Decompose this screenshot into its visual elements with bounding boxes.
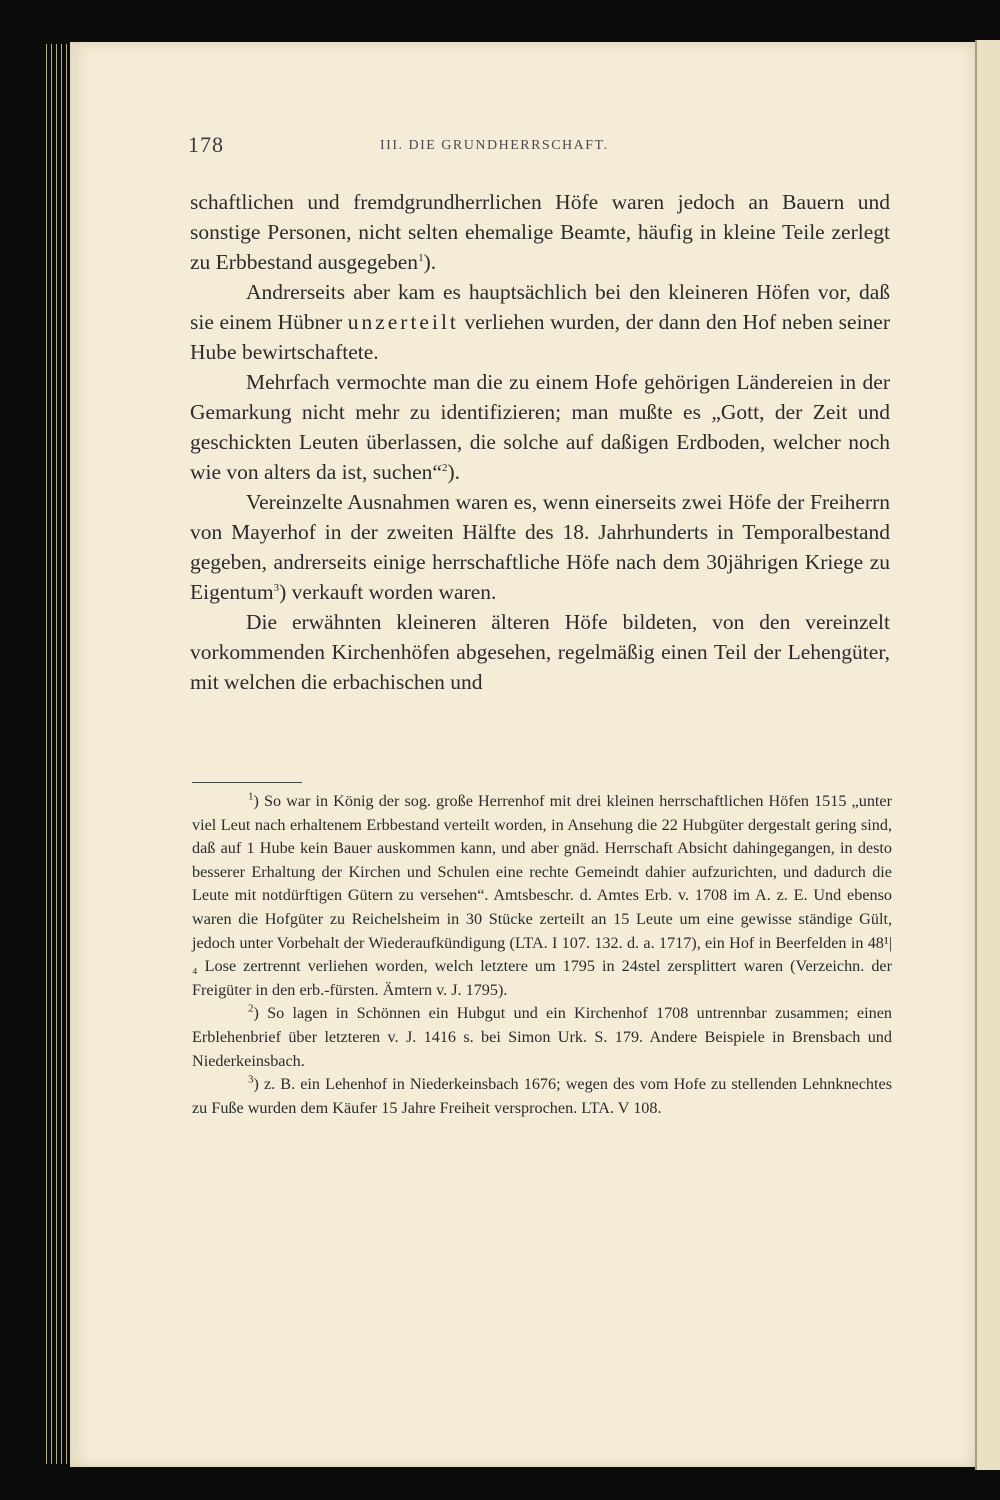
- paragraph-5: Die erwähnten kleineren älteren Höfe bildeten, von den vereinzelt vorkommenden Kirchenhöfen abgesehen, regelmäßig einen Teil der Lehengüter, mit welchen die erbachischen und: [190, 610, 890, 694]
- paragraph-4: Vereinzelte Ausnahmen waren es, wenn einerseits zwei Höfe der Freiherrn von Mayerhof in der zweiten Hälfte des 18. Jahrhunderts in Temporalbestand gegeben, andrerseits einige herrschaftliche Höfe nach dem 30jährigen Kriege zu Eigentum$^3$) verkauft worden waren.: [190, 490, 890, 604]
- paragraph-3: Mehrfach vermochte man die zu einem Hofe gehörigen Ländereien in der Gemarkung nicht mehr zu identifizieren; man mußte es „Gott, der Zeit und geschickten Leuten überlassen, die solche auf daßigen Erdboden, welcher noch wie von alters da ist, suchen“$^2$).: [190, 370, 890, 484]
- footnote-2: $^2$) So lagen in Schönnen ein Hubgut und ein Kirchenhof 1708 untrennbar zusammen; einen Erblehenbrief über letzteren v. J. 1416 s. bei Simon Urk. S. 179. Andere Beispiele in Brensbach und Niederkeinsbach.: [192, 1002, 892, 1070]
- footnote-rule: [192, 782, 302, 783]
- footnote-3: $^3$) z. B. ein Lehenhof in Niederkeinsbach 1676; wegen des vom Hofe zu stellenden Lehnknechtes zu Fuße wurden dem Käufer 15 Jahre Freiheit versprochen. LTA. V 108.: [192, 1073, 892, 1117]
- page-header: [188, 132, 818, 162]
- body-text: [190, 187, 890, 697]
- footnote-ref-2: 2: [441, 461, 448, 474]
- facing-page-edge: [975, 40, 1000, 1470]
- emphasis-spaced: unzerteilt: [347, 310, 459, 334]
- footnote-ref-1: 1: [418, 251, 424, 264]
- footnote-ref-3: 3: [273, 581, 280, 594]
- paragraph-1: schaftlichen und fremdgrundherrlichen Höfe waren jedoch an Bauern und sonstige Personen, nicht selten ehemalige Beamte, häufig in kleine Teile zerlegt zu Erbbestand ausgegeben$^1$).: [190, 190, 890, 274]
- running-title: III. DIE GRUNDHERRSCHAFT.: [380, 138, 609, 153]
- paragraph-2: Andrerseits aber kam es hauptsächlich bei den kleineren Höfen vor, daß sie einem Hübner unzerteilt verliehen wurden, der dann den Hof neben seiner Hube bewirtschaftete.: [190, 280, 890, 364]
- footnote-1: $^1$) So war in König der sog. große Herrenhof mit drei kleinen herrschaftlichen Höfen 1515 „unter viel Leut nach erhaltenem Erbbestand verteilt worden, in Ansehung die 22 Hubgüter dergestalt gering sind, daß auf 1 Hube kein Bauer auskommen kann, und aber gnäd. Herrschaft Absicht dahingegangen, in desto besserer Erhaltung der Kirchen und Schulen eine rechte Gemeindt dahier aufzurichten, und dadurch die Leute mit notdürftigen Gütern zu versehen“. Amtsbeschr. d. Amtes Erb. v. 1708 im A. z. E. Und ebenso waren die Hofgüter zu Reichelsheim in 30 Stücke zerteilt an 15 Leute um eine gewisse ständige Gült, jedoch unter Vorbehalt der Wiederaufkündigung (LTA. I 107. 132. d. a. 1717), ein Hof in Beerfelden in 48¹|₄ Lose zertrennt verliehen worden, welch letztere um 1795 in 24stel zersplittert waren (Verzeichn. der Freigüter in den erb.-fürsten. Ämtern v. J. 1795).: [192, 790, 892, 999]
- footnotes: [192, 790, 892, 1120]
- page-number: 178: [188, 132, 224, 157]
